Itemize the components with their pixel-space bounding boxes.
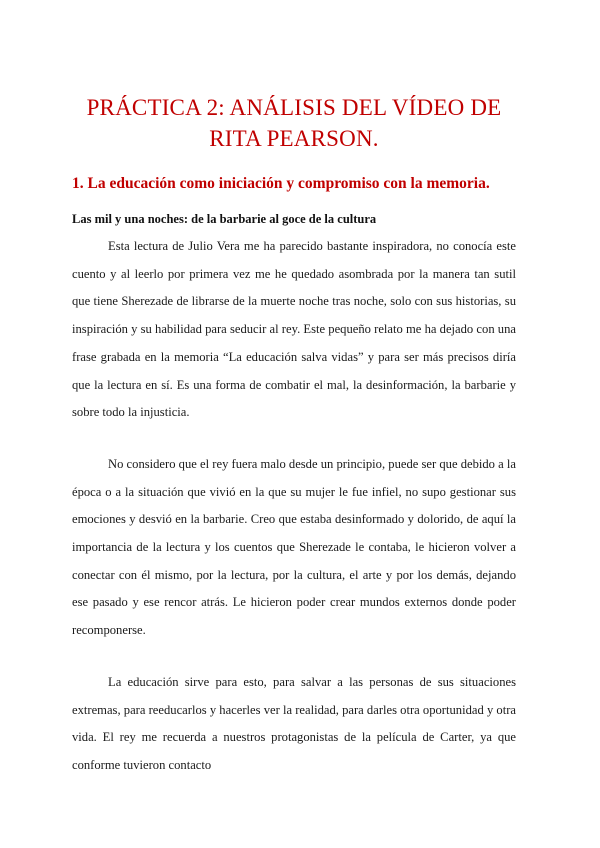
document-title: PRÁCTICA 2: ANÁLISIS DEL VÍDEO DE RITA PEARSON. xyxy=(86,95,502,151)
paragraph-2: No considero que el rey fuera malo desde un principio, puede ser que debido a la época o a la situación que vivió en la que su mujer le fue infiel, no supo gestionar sus emociones y desvió en la barbarie. Creo que estaba desinformado y dolorido, de aquí la importancia de la lectura y los cuentos que Sherezade le contaba, le hicieron volver a conectar con él mismo, por la lectura, por la cultura, el arte y por los demás, dejando ese pasado y ese rencor atrás. Le hicieron poder crear mundos externos donde poder recomponerse. xyxy=(72,456,516,638)
paragraph-1: Esta lectura de Julio Vera me ha parecido bastante inspiradora, no conocía este cuento y al leerlo por primera vez me he quedado asombrada por la manera tan sutil que tiene Sherezade de librarse de la muerte noche tras noche, solo con sus historias, su inspiración y su habilidad para seducir al rey. Este pequeño relato me ha dejado con una frase grabada en la memoria “La educación salva vidas” y para ser más precisos diría que la lectura en sí. Es una forma de combatir el mal, la desinformación, la barbarie y sobre todo la injusticia. xyxy=(72,239,516,420)
section-heading: 1. La educación como iniciación y compromiso con la memoria. xyxy=(72,175,490,192)
paragraph-3: La educación sirve para esto, para salvar a las personas de sus situaciones extremas, para reeducarlos y hacerles ver la realidad, para darles otra oportunidad y otra vida. El rey me recuerda a nuestros protagonistas de la película de Carter, ya que conforme tuvieron contacto xyxy=(72,674,516,772)
subheading: Las mil y una noches: de la barbarie al goce de la cultura xyxy=(72,212,377,226)
